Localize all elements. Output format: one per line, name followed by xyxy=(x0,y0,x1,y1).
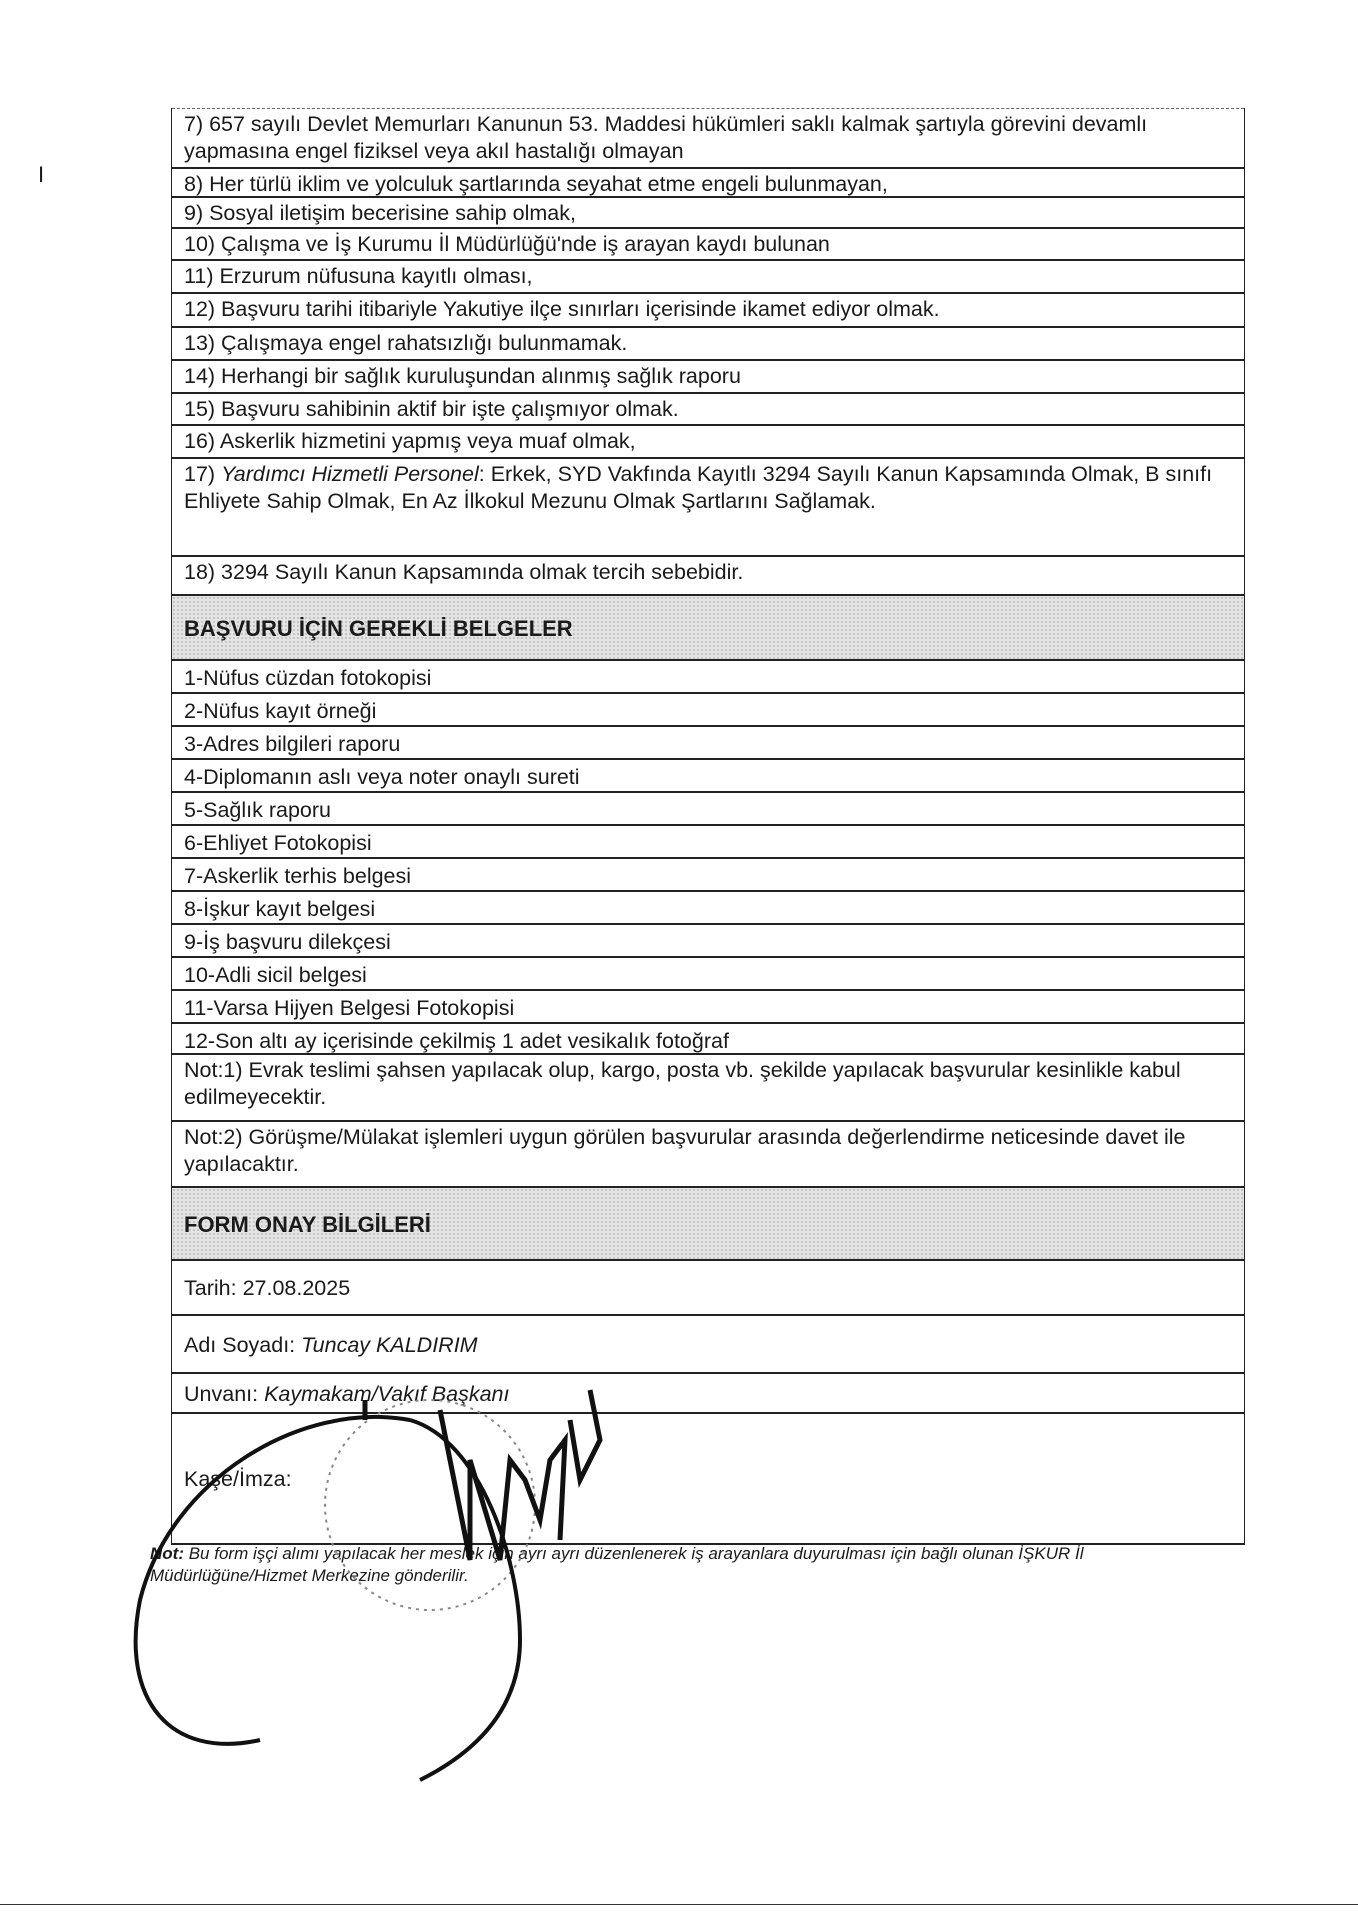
note-2: Not:2) Görüşme/Mülakat işlemleri uygun görülen başvurular arasında değerlendirme neticesinde davet ile yapılacaktır. xyxy=(172,1122,1244,1188)
document-item: 4-Diplomanın aslı veya noter onaylı sureti xyxy=(172,760,1244,793)
req17-text: : Erkek, SYD Vakfında Kayıtlı 3294 Sayılı Kanun Kapsamında Olmak, B sınıfı Ehliyete Sahip Olmak, En Az İlkokul Mezunu Olmak Şartlarını Sağlamak. xyxy=(184,462,1213,513)
document-item: 12-Son altı ay içerisinde çekilmiş 1 adet vesikalık fotoğraf xyxy=(172,1024,1244,1055)
approval-title xyxy=(172,1374,1244,1414)
document-item: 8-İşkur kayıt belgesi xyxy=(172,892,1244,925)
requirement-7: 7) 657 sayılı Devlet Memurları Kanunun 53. Maddesi hükümleri saklı kalmak şartıyla görevini devamlı yapmasına engel fiziksel veya akıl hastalığı olmayan xyxy=(172,108,1244,169)
document-item: 11-Varsa Hijyen Belgesi Fotokopisi xyxy=(172,991,1244,1024)
requirement-11: 11) Erzurum nüfusuna kayıtlı olması, xyxy=(172,261,1244,294)
document-item: 10-Adli sicil belgesi xyxy=(172,958,1244,991)
requirement-15: 15) Başvuru sahibinin aktif bir işte çalışmıyor olmak. xyxy=(172,394,1244,426)
footnote-text: Bu form işçi alımı yapılacak her meslek için ayrı ayrı düzenlenerek iş arayanlara duyurulması için bağlı olunan İŞKUR İl Müdürlüğüne/Hizmet Merkezine gönderilir. xyxy=(150,1544,1084,1585)
document-item: 3-Adres bilgileri raporu xyxy=(172,727,1244,760)
requirement-14: 14) Herhangi bir sağlık kuruluşundan alınmış sağlık raporu xyxy=(172,361,1244,394)
footnote-label: Not: xyxy=(150,1544,184,1563)
title-label: Unvanı: xyxy=(184,1381,259,1406)
documents-header: BAŞVURU İÇİN GEREKLİ BELGELER xyxy=(172,596,1244,661)
stamp-label: Kaşe/İmza: xyxy=(184,1467,292,1491)
requirement-9: 9) Sosyal iletişim becerisine sahip olmak, xyxy=(172,198,1244,229)
requirement-10: 10) Çalışma ve İş Kurumu İl Müdürlüğü'nde iş arayan kaydı bulunan xyxy=(172,229,1244,261)
requirement-17 xyxy=(172,459,1244,557)
date-value: 27.08.2025 xyxy=(242,1276,351,1300)
page-divider xyxy=(0,1904,1358,1905)
document-item: 7-Askerlik terhis belgesi xyxy=(172,859,1244,892)
requirement-8: 8) Her türlü iklim ve yolculuk şartlarında seyahat etme engeli bulunmayan, xyxy=(172,169,1244,198)
document-item: 2-Nüfus kayıt örneği xyxy=(172,694,1244,727)
name-label: Adı Soyadı: xyxy=(184,1332,296,1357)
documents-list xyxy=(172,661,1244,1055)
approval-header: FORM ONAY BİLGİLERİ xyxy=(172,1188,1244,1261)
document-item: 6-Ehliyet Fotokopisi xyxy=(172,826,1244,859)
note-1: Not:1) Evrak teslimi şahsen yapılacak olup, kargo, posta vb. şekilde yapılacak başvurular kesinlikle kabul edilmeyecektir. xyxy=(172,1055,1244,1122)
footnote xyxy=(150,1543,1230,1587)
approval-date xyxy=(172,1261,1244,1316)
approval-stamp xyxy=(172,1414,1244,1545)
date-label: Tarih: xyxy=(184,1276,237,1300)
document-item: 5-Sağlık raporu xyxy=(172,793,1244,826)
margin-mark: I xyxy=(38,162,45,187)
title-value: Kaymakam/Vakıf Başkanı xyxy=(264,1381,510,1406)
req17-title: Yardımcı Hizmetli Personel xyxy=(221,462,479,486)
document-item: 1-Nüfus cüzdan fotokopisi xyxy=(172,661,1244,694)
requirement-12: 12) Başvuru tarihi itibariyle Yakutiye ilçe sınırları içerisinde ikamet ediyor olmak. xyxy=(172,294,1244,328)
requirement-13: 13) Çalışmaya engel rahatsızlığı bulunmamak. xyxy=(172,328,1244,361)
document-item: 9-İş başvuru dilekçesi xyxy=(172,925,1244,958)
form-table xyxy=(171,108,1245,1545)
req17-number: 17) xyxy=(184,462,222,486)
name-value: Tuncay KALDIRIM xyxy=(301,1332,478,1357)
requirement-16: 16) Askerlik hizmetini yapmış veya muaf olmak, xyxy=(172,426,1244,459)
requirement-18: 18) 3294 Sayılı Kanun Kapsamında olmak tercih sebebidir. xyxy=(172,557,1244,596)
approval-name xyxy=(172,1316,1244,1374)
